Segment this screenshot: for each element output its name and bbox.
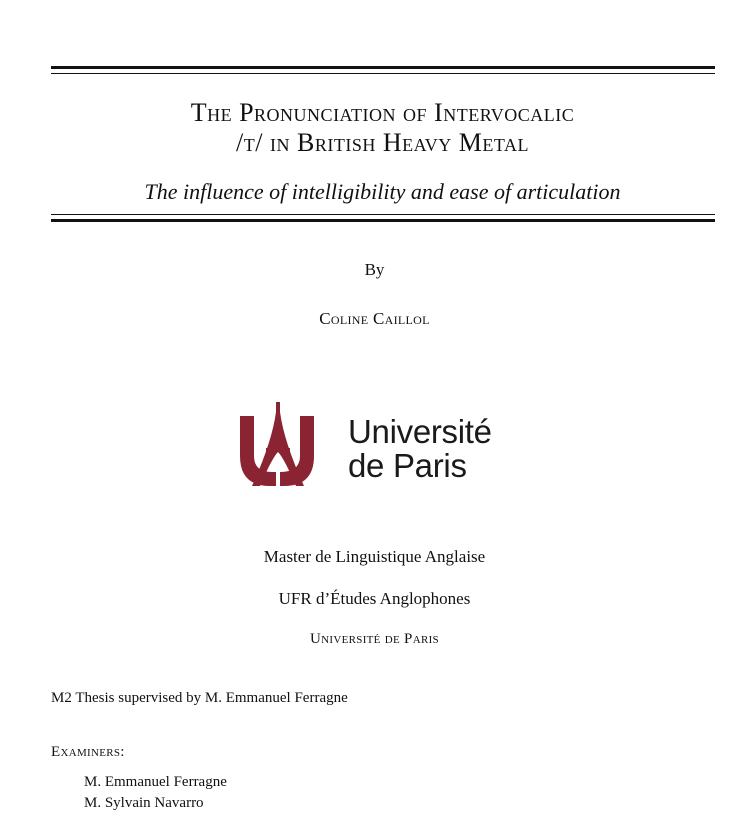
bottom-rule-thin [51, 214, 715, 215]
top-rule-thick [51, 66, 715, 69]
author-name: Coline Caillol [319, 309, 430, 328]
thesis-title-line-2: /t/ in British Heavy Metal [236, 128, 529, 157]
logo-wordmark [348, 415, 492, 483]
logo-wordmark-line-2: de Paris [348, 447, 467, 484]
by-label: By [364, 260, 385, 279]
examiner-name: M. Sylvain Navarro [84, 795, 204, 811]
bottom-rule-thick [51, 219, 715, 222]
supervision-line: M2 Thesis supervised by M. Emmanuel Ferragne [51, 690, 348, 706]
examiners-label: Examiners: [51, 744, 125, 760]
examiner-name: M. Emmanuel Ferragne [84, 774, 227, 790]
top-rule-thin [51, 73, 715, 74]
ufr-name: UFR d’Études Anglophones [278, 589, 471, 608]
thesis-title-line-1: The Pronunciation of Intervocalic [190, 98, 575, 127]
logo-wordmark-line-1: Université [348, 413, 492, 450]
university-name: Université de Paris [310, 631, 439, 647]
program-name: Master de Linguistique Anglaise [263, 547, 486, 566]
thesis-subtitle: The influence of intelligibility and ease of articulation [144, 179, 621, 204]
